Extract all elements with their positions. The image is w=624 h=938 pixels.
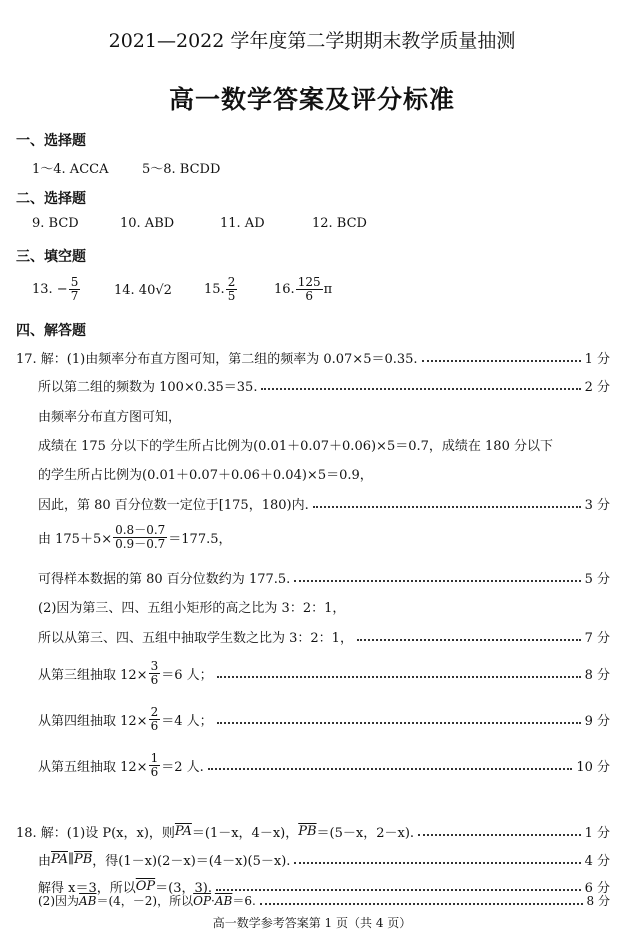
p18-line-4: (2)因为 $\overline{AB}$ ＝(4，－2)，所以 $\overline{OP}$ · $\overline{AB}$ ＝6. 8 分 bbox=[38, 893, 610, 908]
exam-header: 2021—2022 学年度第二学期期末教学质量抽测 bbox=[108, 30, 516, 52]
section-heading-choice-2: 二、选择题 bbox=[16, 191, 86, 207]
p17-line-2: 所以第二组的频数为 100×0.35＝35. 2 分 bbox=[38, 376, 610, 395]
fraction: $\frac{3}{6}$ bbox=[150, 659, 159, 687]
fraction: $\frac{5}{7}$ bbox=[70, 275, 79, 303]
leader-dots bbox=[208, 768, 573, 770]
fraction: $\frac{2}{5}$ bbox=[227, 275, 236, 303]
p17-line-11: 从第三组抽取 12× $\frac{3}{6}$ ＝6 人； 8 分 bbox=[38, 659, 610, 687]
leader-dots bbox=[260, 903, 583, 905]
leader-dots bbox=[422, 360, 581, 362]
p17-line-10: 所以从第三、四、五组中抽取学生数之比为 3：2：1， 7 分 bbox=[38, 627, 610, 646]
leader-dots bbox=[418, 834, 581, 836]
p17-line-6: 因此，第 80 百分位数一定位于[175，180)内. 3 分 bbox=[38, 494, 610, 513]
p18-line-2: 由 $\overline{PA}$ ∥ $\overline{PB}$ ，得(1－x)(2－x)＝(4－x)(5－x). 4 分 bbox=[38, 852, 610, 869]
score: 1 分 bbox=[584, 352, 610, 367]
p17-line-12: 从第四组抽取 12× $\frac{2}{6}$ ＝4 人； 9 分 bbox=[38, 705, 610, 733]
answer-16: 16. $\frac{125}{6}$ π bbox=[274, 275, 333, 303]
score: 8 分 bbox=[586, 894, 610, 908]
leader-dots bbox=[313, 506, 581, 508]
answer-13-label: 13. − bbox=[32, 282, 68, 297]
score: 3 分 bbox=[584, 498, 610, 513]
fraction: $\frac{0.8-0.7}{0.9-0.7}$ bbox=[115, 523, 166, 551]
p18-line-1: 18. 解：(1)设 P(x，x)，则 $\overline{PA}$ ＝(1－x，4－x)， $\overline{PB}$ ＝(5－x，2－x). 1 分 bbox=[16, 824, 610, 841]
score: 9 分 bbox=[584, 714, 610, 729]
leader-dots bbox=[216, 889, 581, 891]
score: 2 分 bbox=[584, 380, 610, 395]
score: 5 分 bbox=[584, 572, 610, 587]
p17-line-5: 的学生所占比例为(0.01＋0.07＋0.06＋0.04)×5＝0.9， bbox=[38, 468, 373, 483]
p17-line-8: 可得样本数据的第 80 百分位数约为 177.5. 5 分 bbox=[38, 568, 610, 587]
score: 8 分 bbox=[584, 668, 610, 683]
score: 6 分 bbox=[584, 881, 610, 896]
section-heading-fill: 三、填空题 bbox=[16, 249, 86, 265]
p17-line-4: 成绩在 175 分以下的学生所占比例为(0.01＋0.07＋0.06)×5＝0.7，成绩在 180 分以下 bbox=[38, 439, 553, 454]
score: 1 分 bbox=[584, 826, 610, 841]
answer-11: 11. AD bbox=[220, 216, 265, 231]
p17-line-7: 由 175＋5× $\frac{0.8-0.7}{0.9-0.7}$ ＝177.5， bbox=[38, 523, 232, 551]
answer-1-4: 1～4. ACCA bbox=[32, 162, 109, 177]
answer-10: 10. ABD bbox=[120, 216, 175, 231]
p17-line-1: 17. 解：(1)由频率分布直方图可知，第二组的频率为 0.07×5＝0.35. 1 分 bbox=[16, 348, 610, 367]
answer-15: 15. $\frac{2}{5}$ bbox=[204, 275, 236, 303]
p17-line-13: 从第五组抽取 12× $\frac{1}{6}$ ＝2 人. 10 分 bbox=[38, 751, 610, 779]
p18-line-3: 解得 x＝3，所以 $\overline{OP}$ ＝(3，3). 6 分 bbox=[38, 879, 610, 896]
score: 7 分 bbox=[584, 631, 610, 646]
section-heading-choice-1: 一、选择题 bbox=[16, 133, 86, 149]
leader-dots bbox=[294, 580, 580, 582]
answer-13 bbox=[32, 276, 81, 303]
answer-9: 9. BCD bbox=[32, 216, 79, 231]
leader-dots bbox=[261, 388, 580, 390]
p17-line-3: 由频率分布直方图可知， bbox=[38, 410, 182, 425]
p17-line-9: (2)因为第三、四、五组小矩形的高之比为 3：2：1， bbox=[38, 601, 346, 616]
answer-12: 12. BCD bbox=[312, 216, 367, 231]
leader-dots bbox=[294, 862, 580, 864]
page-footer: 高一数学参考答案第 1 页（共 4 页） bbox=[212, 916, 412, 930]
leader-dots bbox=[357, 639, 581, 641]
answer-14: 14. 40√2 bbox=[114, 283, 172, 298]
page-title: 高一数学答案及评分标准 bbox=[168, 85, 455, 114]
fraction: $\frac{1}{6}$ bbox=[150, 751, 159, 779]
leader-dots bbox=[217, 722, 581, 724]
section-heading-solutions: 四、解答题 bbox=[16, 323, 86, 339]
leader-dots bbox=[217, 676, 581, 678]
score: 10 分 bbox=[576, 760, 610, 775]
score: 4 分 bbox=[584, 854, 610, 869]
fraction: $\frac{125}{6}$ bbox=[297, 275, 321, 303]
fraction: $\frac{2}{6}$ bbox=[150, 705, 159, 733]
answer-5-8: 5～8. BCDD bbox=[142, 162, 221, 177]
